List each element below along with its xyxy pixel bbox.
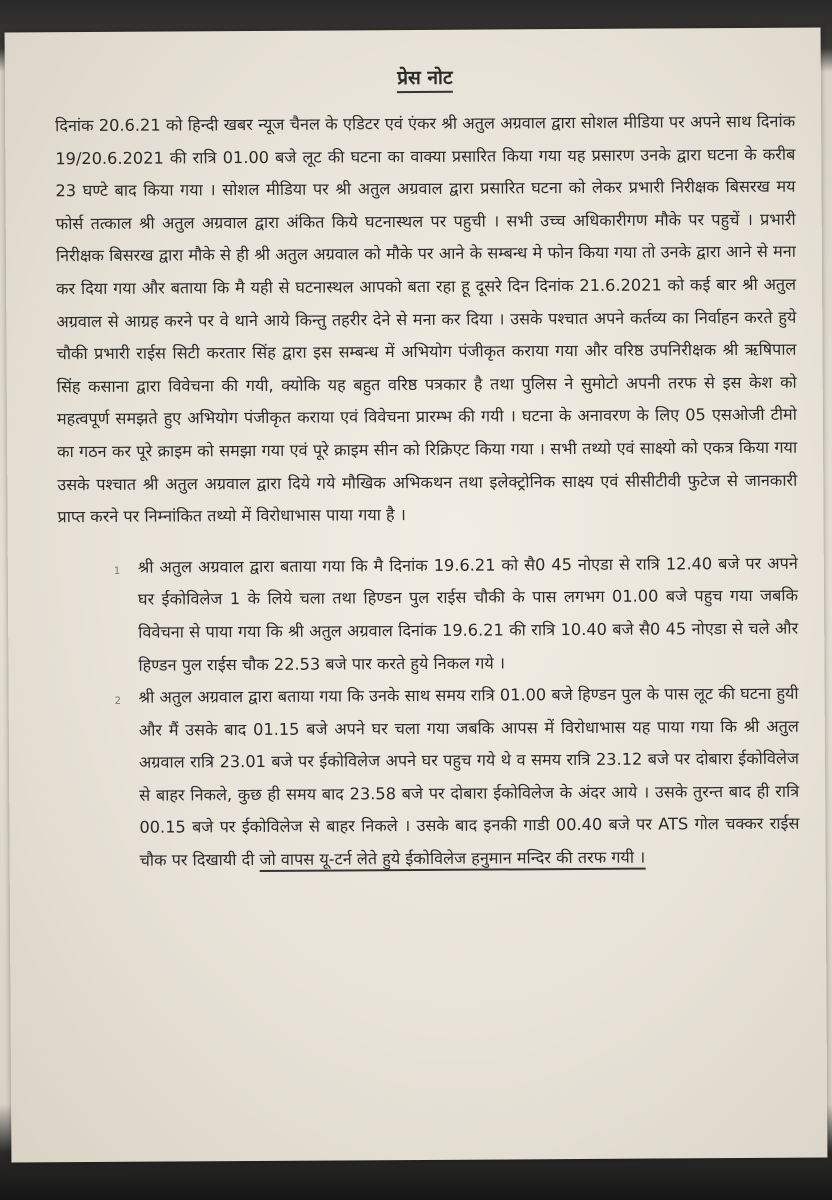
list-item-number: 2 — [114, 695, 122, 707]
list-item-text: श्री अतुल अग्रवाल द्वारा बताया गया कि उनके साथ समय रात्रि 01.00 बजे हिण्डन पुल के पास लूट की घटना हुयी और मैं उसके बाद 01.15 बजे अपने घर चला गया जबकि आपस में विरोधाभास यह पाया गया कि श्री अतुल अग्रवाल रात्रि 23.01 बजे पर ईकोविलेज अपने घर पहुच गये थे व समय रात्रि 23.12 बजे पर दोबारा ईकोविलेज से बाहर निकले, कुछ ही समय बाद 23.58 बजे पर दोबारा ईकोविलेज के अंदर आये । उसके तुरन्त बाद ही रात्रि 00.15 बजे पर ईकोविलेज से बाहर निकले । उसके बाद इनकी गाडी 00.40 बजे पर ATS गोल चक्कर राईस चौक पर दिखायी दी — [138, 683, 800, 870]
contradiction-list — [58, 547, 800, 877]
list-item-text: श्री अतुल अग्रवाल द्वारा बताया गया कि मै दिनांक 19.6.21 को सै0 45 नोएडा से रात्रि 12.40 बजे पर अपने घर ईकोविलेज 1 के लिये चला तथा हिण्डन पुल राईस चौकी के पास लगभग 01.00 बजे पहुच गया जबकि विवेचना से पाया गया कि श्री अतुल अग्रवाल दिनांक 19.6.21 की रात्रि 10.40 बजे सै0 45 नोएडा से चले और हिण्डन पुल राईस चौक 22.53 बजे पार करते हुये निकल गये । — [137, 553, 799, 675]
press-note-body — [55, 62, 800, 878]
document-title — [55, 62, 795, 93]
list-item — [59, 678, 800, 878]
list-item-number: 1 — [113, 565, 121, 577]
underlined-conclusion: जो वापस यू-टर्न लेते हुये ईकोविलेज हनुमान मन्दिर की तरफ गयी । — [259, 848, 645, 872]
press-note-paper — [5, 28, 828, 1163]
intro-paragraph: दिनांक 20.6.21 को हिन्दी खबर न्यूज चैनल के एडिटर एवं एंकर श्री अतुल अग्रवाल द्वारा सोशल मीडिया पर अपने साथ दिनांक 19/20.6.2021 की रात्रि 01.00 बजे लूट की घटना का वाक्या प्रसारित किया गया यह प्रसारण उनके द्वारा घटना के करीब 23 घण्टे बाद किया गया । सोशल मीडिया पर श्री अतुल अग्रवाल द्वारा प्रसारित घटना को लेकर प्रभारी निरीक्षक बिसरख मय फोर्स तत्काल श्री अतुल अग्रवाल द्वारा अंकित किये घटनास्थल पर पहुची । सभी उच्च अधिकारीगण मौके पर पहुचें । प्रभारी निरीक्षक बिसरख द्वारा मौके से ही श्री अतुल अग्रवाल को मौके पर आने के सम्बन्ध मे फोन किया गया तो उनके द्वारा आने से मना कर दिया गया और बताया कि मै यही से घटनास्थल आपको बता रहा हू दूसरे दिन दिनांक 21.6.2021 को कई बार श्री अतुल अग्रवाल से आग्रह करने पर वे थाने आये किन्तु तहरीर देने से मना कर दिया । उसके पश्चात अपने कर्तव्य का निर्वाहन करते हुये चौकी प्रभारी राईस सिटी करतार सिंह द्वारा इस सम्बन्ध में अभियोग पंजीकृत कराया गया और वरिष्ठ उपनिरीक्षक श्री ऋषिपाल सिंह कसाना द्वारा विवेचना की गयी, क्योकि यह बहुत वरिष्ठ पत्रकार है तथा पुलिस ने सुमोटो अपनी तरफ से इस केश को महत्वपूर्ण समझते हुए अभियोग पंजीकृत कराया एवं विवेचना प्रारम्भ की गयी । घटना के अनावरण के लिए 05 एसओजी टीमो का गठन कर पूरे क्राइम को समझा गया एवं पूरे क्राइम सीन को रिक्रिएट किया गया । सभी तथ्यो एवं साक्ष्यो को एकत्र किया गया उसके पश्चात श्री अतुल अग्रवाल द्वारा दिये गये मौखिक अभिकथन तथा इलेक्ट्रोनिक साक्ष्य एवं सीसीटीवी फुटेज से जानकारी प्राप्त करने पर निम्नांकित तथ्यो में विरोधाभास पाया गया है । — [55, 111, 798, 527]
document-title-text: प्रेस नोट — [397, 67, 452, 93]
list-item — [58, 547, 799, 682]
